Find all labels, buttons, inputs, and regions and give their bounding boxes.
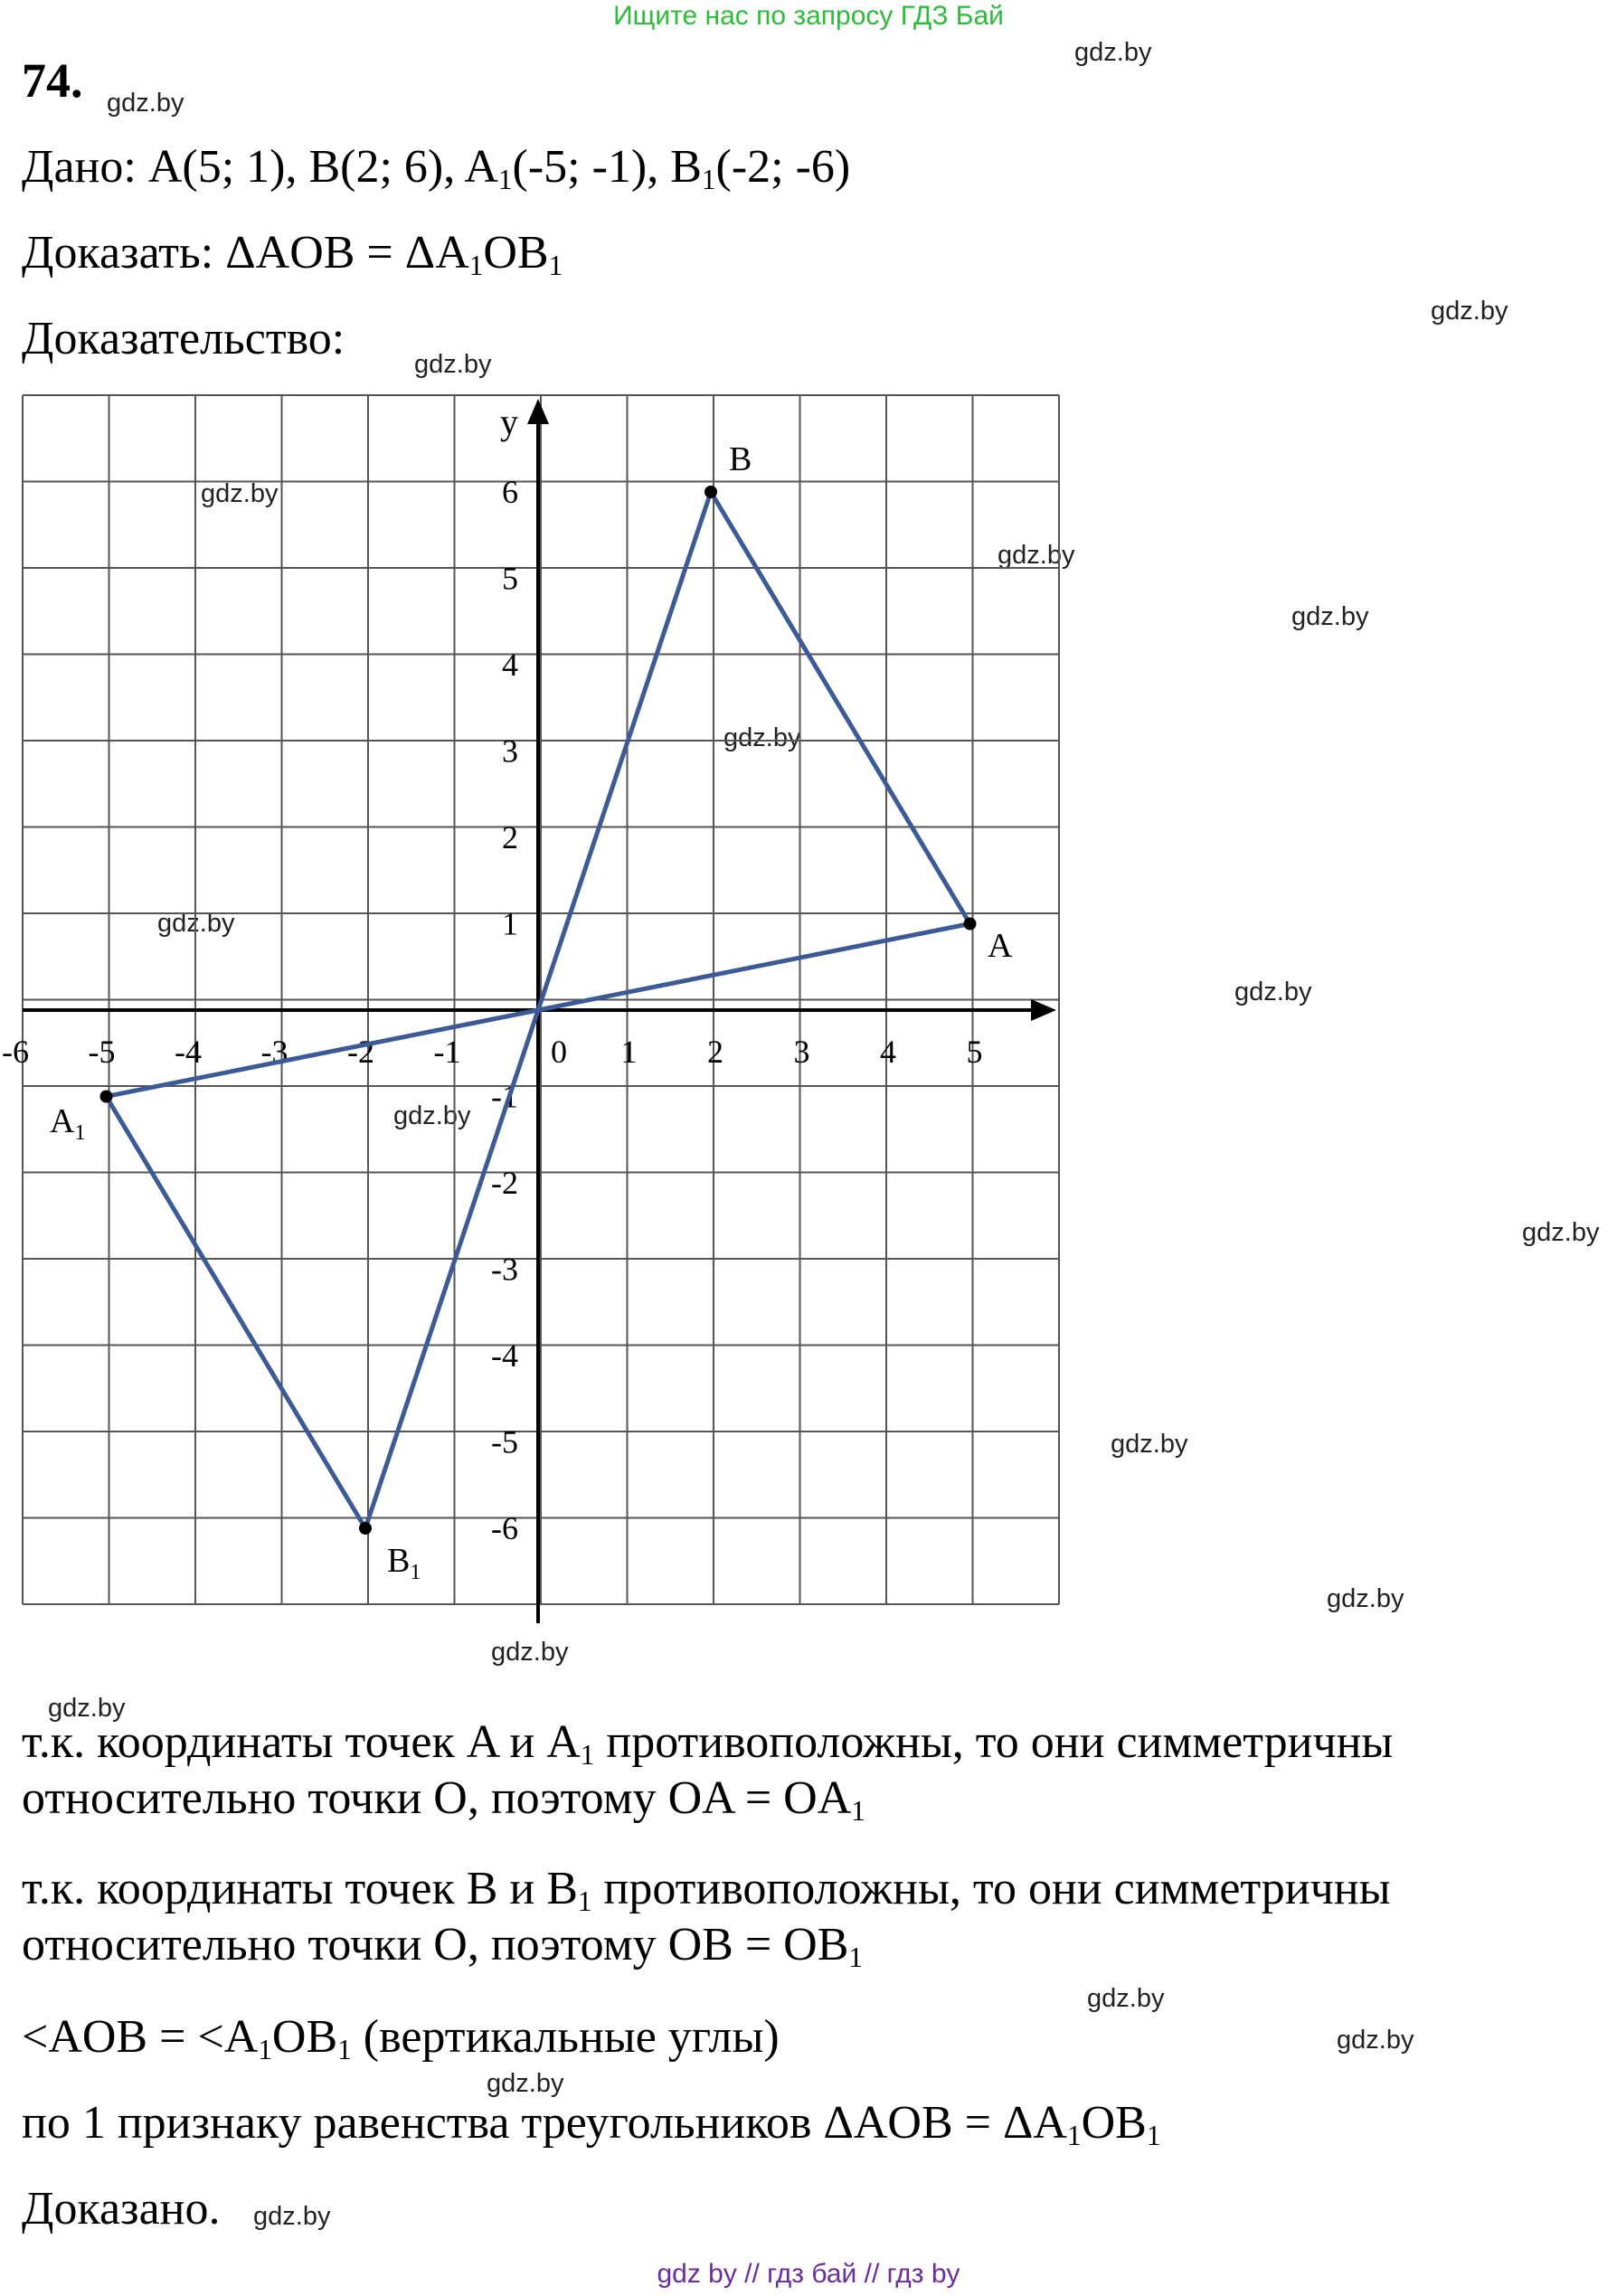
proof-line bbox=[22, 1715, 1393, 1771]
watermark: gdz.by bbox=[1111, 1430, 1188, 1459]
watermark: gdz.by bbox=[1337, 2026, 1414, 2055]
point-label-b: B bbox=[729, 440, 752, 478]
point-label-a1: $A_1$ bbox=[50, 1102, 86, 1145]
proof-label: Доказательство: bbox=[22, 313, 345, 364]
y-tick-label: 5 bbox=[502, 560, 518, 597]
proof-paragraph-3 bbox=[22, 2009, 780, 2065]
proof-text: относительно точки О, поэтому OA = OA bbox=[22, 1772, 852, 1824]
x-tick-label: -6 bbox=[2, 1034, 29, 1070]
y-axis-label: y bbox=[500, 402, 518, 442]
proof-paragraph-4 bbox=[22, 2095, 1160, 2151]
watermark: gdz.by bbox=[107, 89, 184, 118]
point-b1 bbox=[359, 1522, 372, 1535]
watermark: gdz.by bbox=[48, 1694, 126, 1723]
watermark: gdz.by bbox=[998, 541, 1075, 570]
x-tick-label: 5 bbox=[966, 1034, 983, 1070]
proof-conclusion: Доказано. bbox=[22, 2183, 221, 2235]
subscript: 1 bbox=[580, 1738, 595, 1771]
subscript: 1 bbox=[337, 2033, 352, 2065]
problem-number: 74. bbox=[22, 53, 83, 108]
subscript: 1 bbox=[258, 2033, 272, 2065]
x-tick-label: 1 bbox=[620, 1034, 638, 1070]
watermark: gdz.by bbox=[491, 1638, 569, 1667]
y-tick-label: -1 bbox=[491, 1078, 518, 1115]
x-tick-label: -1 bbox=[433, 1034, 461, 1070]
subscript: 1 bbox=[1066, 2119, 1082, 2151]
y-tick-label: 2 bbox=[502, 819, 518, 855]
x-tick-label: -5 bbox=[88, 1034, 116, 1070]
watermark: gdz.by bbox=[1074, 38, 1152, 67]
subscript: 1 bbox=[1146, 2119, 1161, 2151]
x-tick-labels bbox=[2, 1034, 983, 1070]
point-label-b1: $B_1$ bbox=[387, 1542, 421, 1584]
triangle-aob bbox=[538, 492, 970, 1010]
prove-label: Доказать: bbox=[22, 227, 214, 279]
watermark: gdz.by bbox=[253, 2202, 331, 2231]
y-tick-label: -2 bbox=[491, 1165, 518, 1201]
proof-text: т.к. координаты точек A и A bbox=[22, 1716, 581, 1768]
y-tick-label: 1 bbox=[502, 905, 518, 942]
proof-text: OB bbox=[1081, 2097, 1147, 2149]
watermark: gdz.by bbox=[1431, 297, 1508, 326]
x-tick-label: 0 bbox=[551, 1034, 567, 1070]
y-tick-label: 3 bbox=[502, 732, 518, 770]
watermark: gdz.by bbox=[723, 723, 801, 752]
given-label: Дано: bbox=[22, 141, 137, 193]
point-a1 bbox=[100, 1091, 113, 1103]
watermark: gdz.by bbox=[487, 2069, 564, 2098]
footer-links[interactable]: gdz by // гдз бай // гдз by bbox=[657, 2259, 960, 2289]
x-tick-label: 3 bbox=[793, 1034, 810, 1070]
triangle-a1ob1 bbox=[107, 1010, 539, 1528]
subscript: 1 bbox=[497, 163, 513, 195]
top-banner[interactable]: Ищите нас по запросу ГДЗ Бай bbox=[613, 1, 1004, 31]
proof-text: OB bbox=[271, 2011, 338, 2063]
watermark: gdz.by bbox=[1087, 1984, 1165, 2013]
prove-mid: OB bbox=[483, 227, 549, 279]
x-tick-label: 2 bbox=[707, 1034, 723, 1070]
subscript: 1 bbox=[851, 1794, 865, 1827]
given-text-b1: (-2; -6) bbox=[715, 141, 851, 193]
subscript: 1 bbox=[468, 249, 484, 281]
proof-text: (вертикальные углы) bbox=[351, 2011, 780, 2063]
watermark: gdz.by bbox=[1291, 602, 1369, 631]
y-tick-label: 6 bbox=[502, 474, 518, 510]
watermark: gdz.by bbox=[157, 909, 235, 938]
subscript: 1 bbox=[701, 163, 716, 195]
given-text-pre: A(5; 1), B(2; 6), A bbox=[147, 141, 498, 193]
watermark: gdz.by bbox=[1522, 1218, 1600, 1247]
y-tick-label: -4 bbox=[491, 1337, 518, 1374]
proof-text: относительно точки О, поэтому OB = OB bbox=[22, 1919, 849, 1970]
subscript: 1 bbox=[848, 1941, 863, 1973]
x-axis-arrow-icon bbox=[1031, 999, 1056, 1021]
proof-text: т.к. координаты точек B и B bbox=[22, 1863, 578, 1914]
subscript: 1 bbox=[577, 1885, 592, 1917]
watermark: gdz.by bbox=[1327, 1584, 1404, 1613]
subscript: 1 bbox=[548, 249, 563, 281]
proof-text: противоположны, то они симметричны bbox=[594, 1716, 1394, 1768]
proof-text: по 1 признаку равенства треугольников ΔAOB = ΔA bbox=[22, 2097, 1067, 2149]
point-label-a: A bbox=[988, 927, 1013, 965]
y-tick-label: -5 bbox=[491, 1423, 518, 1460]
y-tick-label: -6 bbox=[491, 1510, 518, 1546]
x-tick-label: -4 bbox=[175, 1034, 202, 1070]
y-tick-label: -3 bbox=[491, 1251, 518, 1288]
prove-lhs: ΔAOB = ΔA bbox=[225, 227, 469, 279]
watermark: gdz.by bbox=[1234, 978, 1312, 1006]
x-tick-label: -3 bbox=[260, 1034, 288, 1070]
y-axis-arrow-icon bbox=[527, 399, 549, 424]
proof-text: противоположны, то они симметричны bbox=[591, 1863, 1391, 1914]
x-tick-label: 4 bbox=[880, 1034, 896, 1070]
proof-text: <AOB = <A bbox=[22, 2011, 259, 2063]
watermark: gdz.by bbox=[201, 479, 279, 508]
proof-paragraph-2 bbox=[22, 1861, 1391, 1973]
watermark: gdz.by bbox=[414, 350, 492, 379]
proof-paragraph-1 bbox=[22, 1715, 1393, 1827]
proof-line bbox=[22, 1917, 1391, 1973]
watermark: gdz.by bbox=[393, 1101, 471, 1130]
y-tick-label: 4 bbox=[502, 647, 518, 683]
point-b bbox=[704, 486, 717, 498]
proof-line bbox=[22, 1861, 1391, 1917]
given-text-a1: (-5; -1), B bbox=[512, 141, 702, 193]
x-tick-label: -2 bbox=[347, 1034, 374, 1070]
proof-line bbox=[22, 1771, 1393, 1827]
point-a bbox=[964, 918, 977, 931]
